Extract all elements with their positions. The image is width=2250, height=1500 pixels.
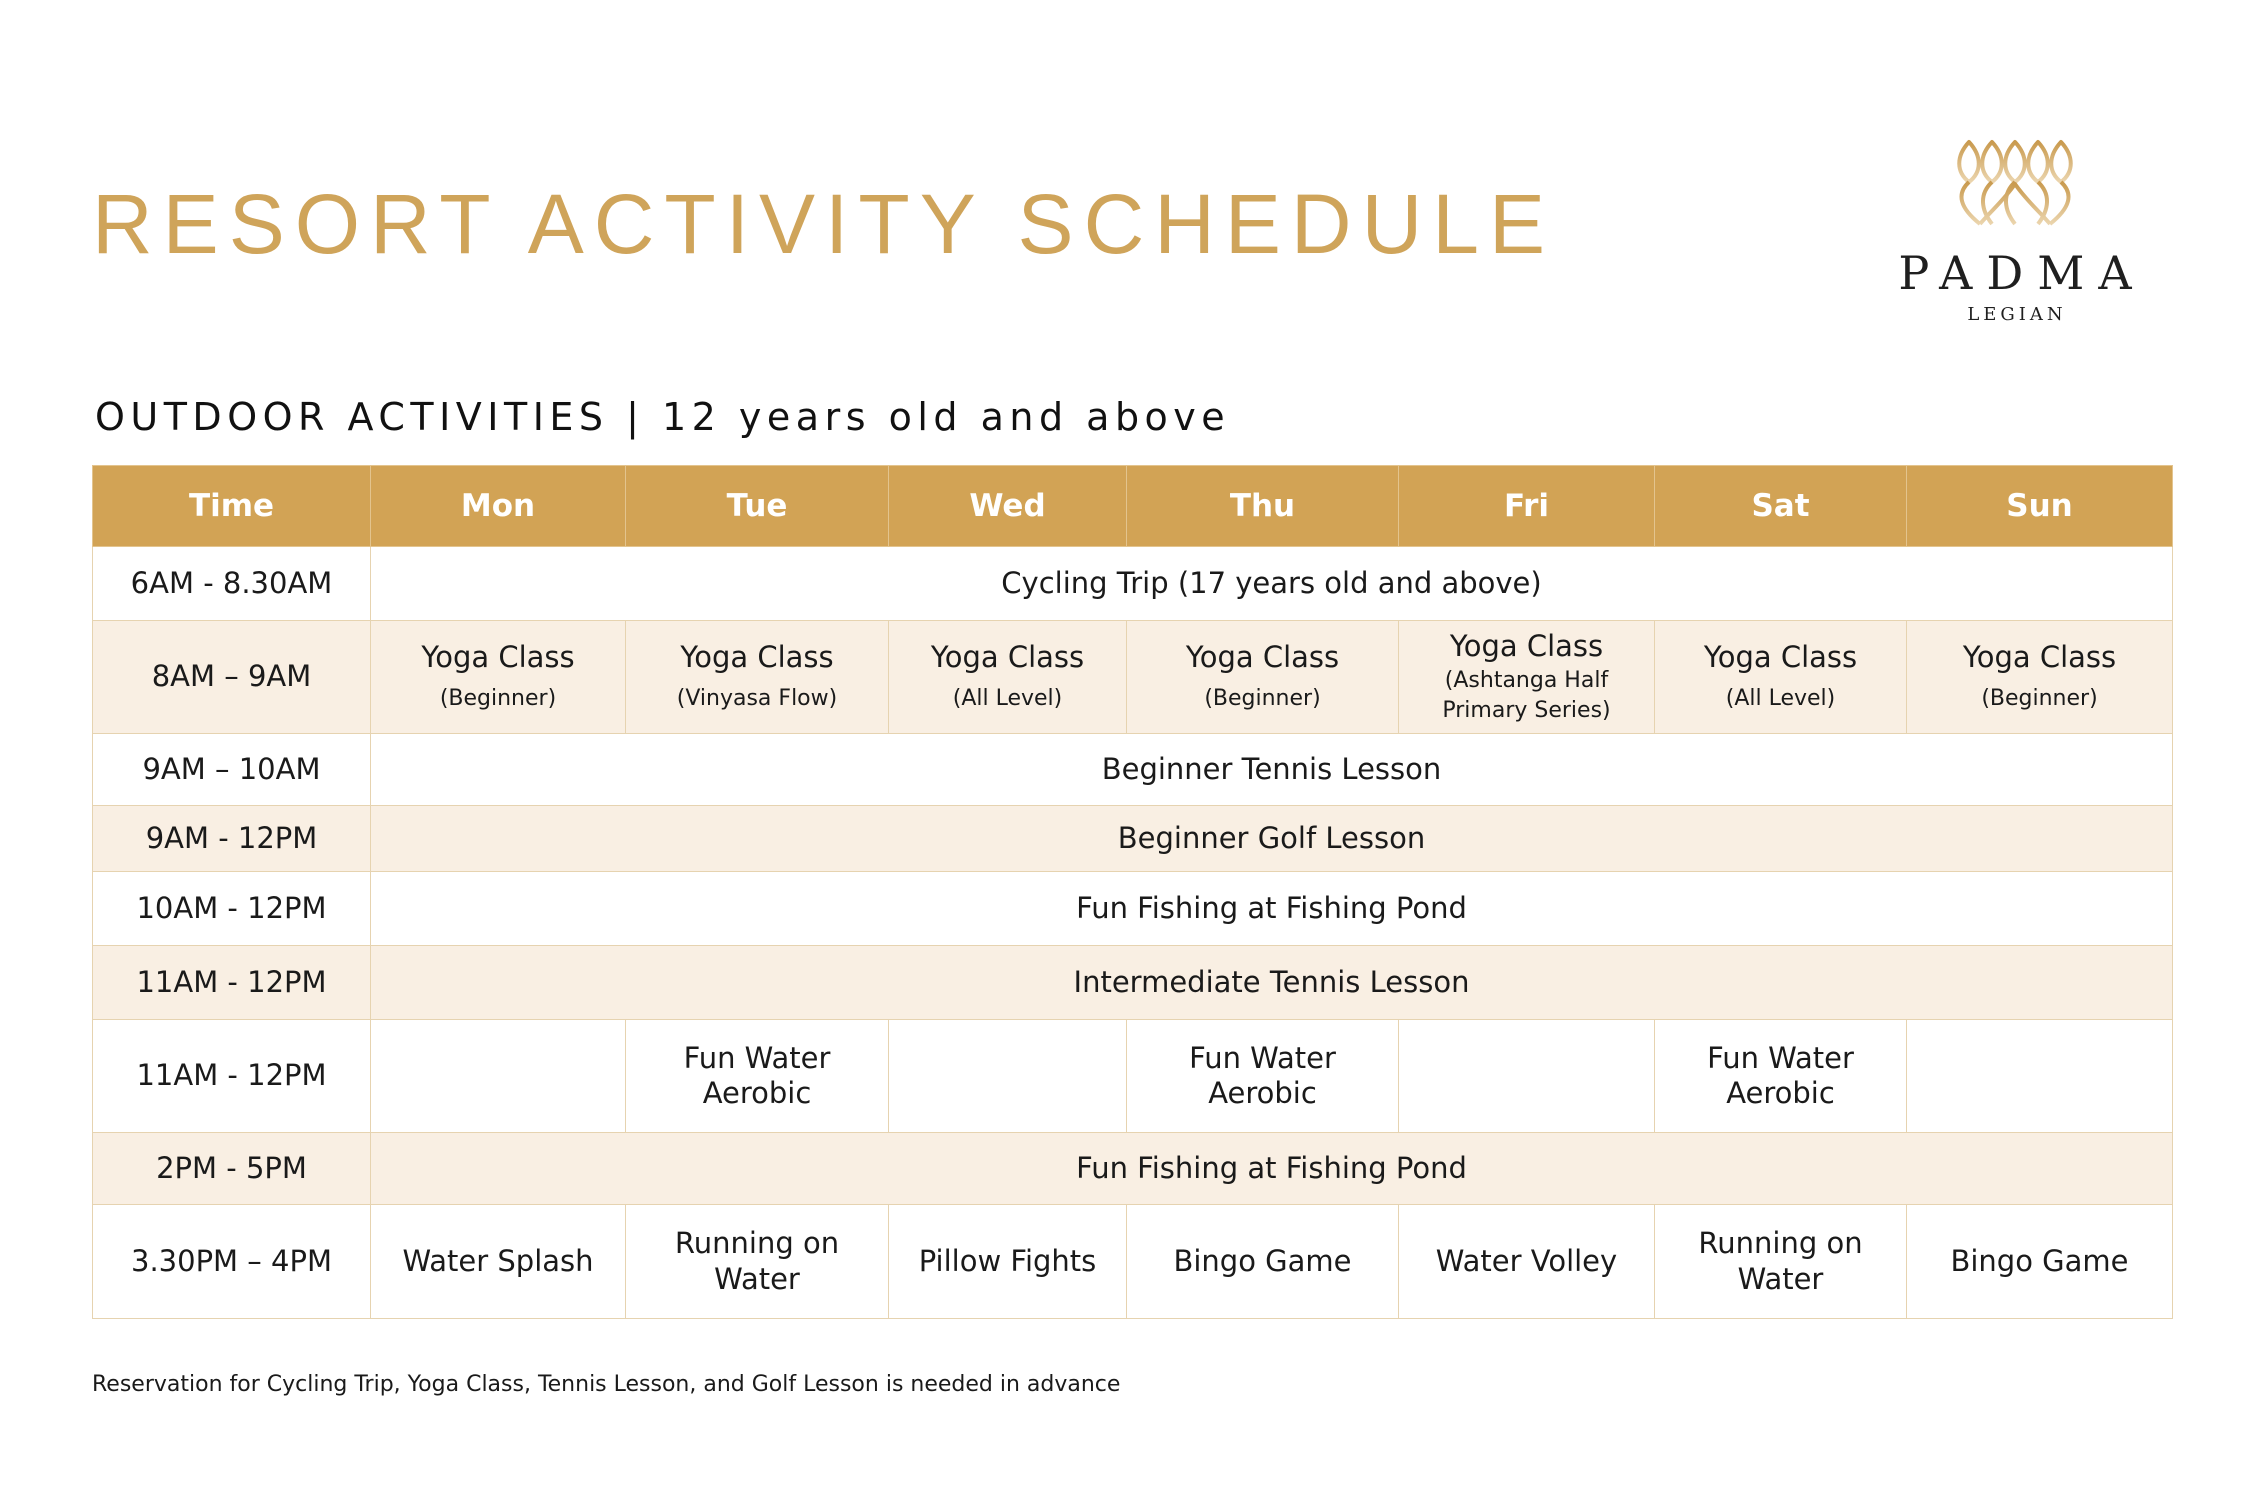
reservation-note: Reservation for Cycling Trip, Yoga Class, Tennis Lesson, and Golf Lesson is needed in advance [92, 1372, 1121, 1397]
activity-cell: Water Volley [1399, 1205, 1655, 1319]
activity-cell [1399, 621, 1655, 734]
all-week-activity-cell: Fun Fishing at Fishing Pond [371, 1133, 2173, 1205]
table-row [93, 547, 2173, 621]
activity-level: (All Level) [1725, 685, 1836, 711]
activity-cell: Fun Water Aerobic [1127, 1020, 1399, 1133]
column-header-wed: Wed [889, 466, 1127, 547]
activity-cell [889, 621, 1127, 734]
activity-cell [371, 1020, 626, 1133]
activity-level: (Beginner) [439, 685, 557, 711]
column-header-fri: Fri [1399, 466, 1655, 547]
time-cell: 8AM – 9AM [93, 621, 371, 734]
page-title: RESORT ACTIVITY SCHEDULE [92, 177, 1556, 271]
time-cell: 3.30PM – 4PM [93, 1205, 371, 1319]
activity-name: Yoga Class [930, 640, 1085, 675]
all-week-activity-cell: Fun Fishing at Fishing Pond [371, 872, 2173, 946]
activity-cell [371, 621, 626, 734]
column-header-sat: Sat [1655, 466, 1907, 547]
table-row [93, 806, 2173, 872]
column-header-tue: Tue [626, 466, 889, 547]
time-cell: 6AM - 8.30AM [93, 547, 371, 621]
activity-name: Yoga Class [1449, 628, 1604, 663]
activity-level: (Beginner) [1204, 685, 1321, 711]
activity-cell: Bingo Game [1907, 1205, 2173, 1319]
activity-cell [1907, 1020, 2173, 1133]
all-week-activity-cell: Intermediate Tennis Lesson [371, 946, 2173, 1020]
column-header-sun: Sun [1907, 466, 2173, 547]
table-row [93, 1205, 2173, 1319]
activity-cell: Running on Water [1655, 1205, 1907, 1319]
activity-cell: Fun Water Aerobic [1655, 1020, 1907, 1133]
all-week-activity-cell: Beginner Golf Lesson [371, 806, 2173, 872]
activity-name: Yoga Class [1962, 640, 2117, 675]
brand-location: LEGIAN [1967, 304, 2067, 325]
time-cell: 9AM - 12PM [93, 806, 371, 872]
activity-name: Yoga Class [421, 640, 575, 675]
activity-name: Yoga Class [1185, 640, 1340, 675]
all-week-activity-cell: Beginner Tennis Lesson [371, 734, 2173, 806]
table-row [93, 734, 2173, 806]
time-cell: 9AM – 10AM [93, 734, 371, 806]
activity-cell: Water Splash [371, 1205, 626, 1319]
activity-cell [1399, 1020, 1655, 1133]
table-row [93, 872, 2173, 946]
table-header-row [93, 466, 2173, 547]
table-row [93, 1133, 2173, 1205]
activity-schedule-table [92, 465, 2173, 1319]
table-row [93, 621, 2173, 734]
table-row [93, 1020, 2173, 1133]
activity-level: (Ashtanga Half Primary Series) [1442, 668, 1611, 723]
column-header-mon: Mon [371, 466, 626, 547]
time-cell: 11AM - 12PM [93, 1020, 371, 1133]
activity-level: (Beginner) [1981, 685, 2098, 711]
activity-cell [626, 621, 889, 734]
lotus-logo-icon [1950, 138, 2080, 228]
activity-cell: Fun Water Aerobic [626, 1020, 889, 1133]
column-header-thu: Thu [1127, 466, 1399, 547]
all-week-activity-cell: Cycling Trip (17 years old and above) [371, 547, 2173, 621]
time-cell: 10AM - 12PM [93, 872, 371, 946]
activity-cell [1127, 621, 1399, 734]
activity-level: (Vinyasa Flow) [676, 685, 838, 711]
activity-cell: Bingo Game [1127, 1205, 1399, 1319]
brand-name: PADMA [1898, 246, 2146, 300]
column-header-time: Time [93, 466, 371, 547]
brand-logo [1880, 138, 2150, 324]
time-cell: 11AM - 12PM [93, 946, 371, 1020]
activity-cell [889, 1020, 1127, 1133]
time-cell: 2PM - 5PM [93, 1133, 371, 1205]
activity-name: Yoga Class [1703, 640, 1858, 675]
table-row [93, 946, 2173, 1020]
section-heading: OUTDOOR ACTIVITIES | 12 years old and above [95, 395, 1231, 439]
activity-name: Yoga Class [680, 640, 834, 675]
activity-cell [1907, 621, 2173, 734]
activity-cell: Pillow Fights [889, 1205, 1127, 1319]
activity-level: (All Level) [952, 685, 1063, 711]
activity-cell: Running on Water [626, 1205, 889, 1319]
activity-cell [1655, 621, 1907, 734]
